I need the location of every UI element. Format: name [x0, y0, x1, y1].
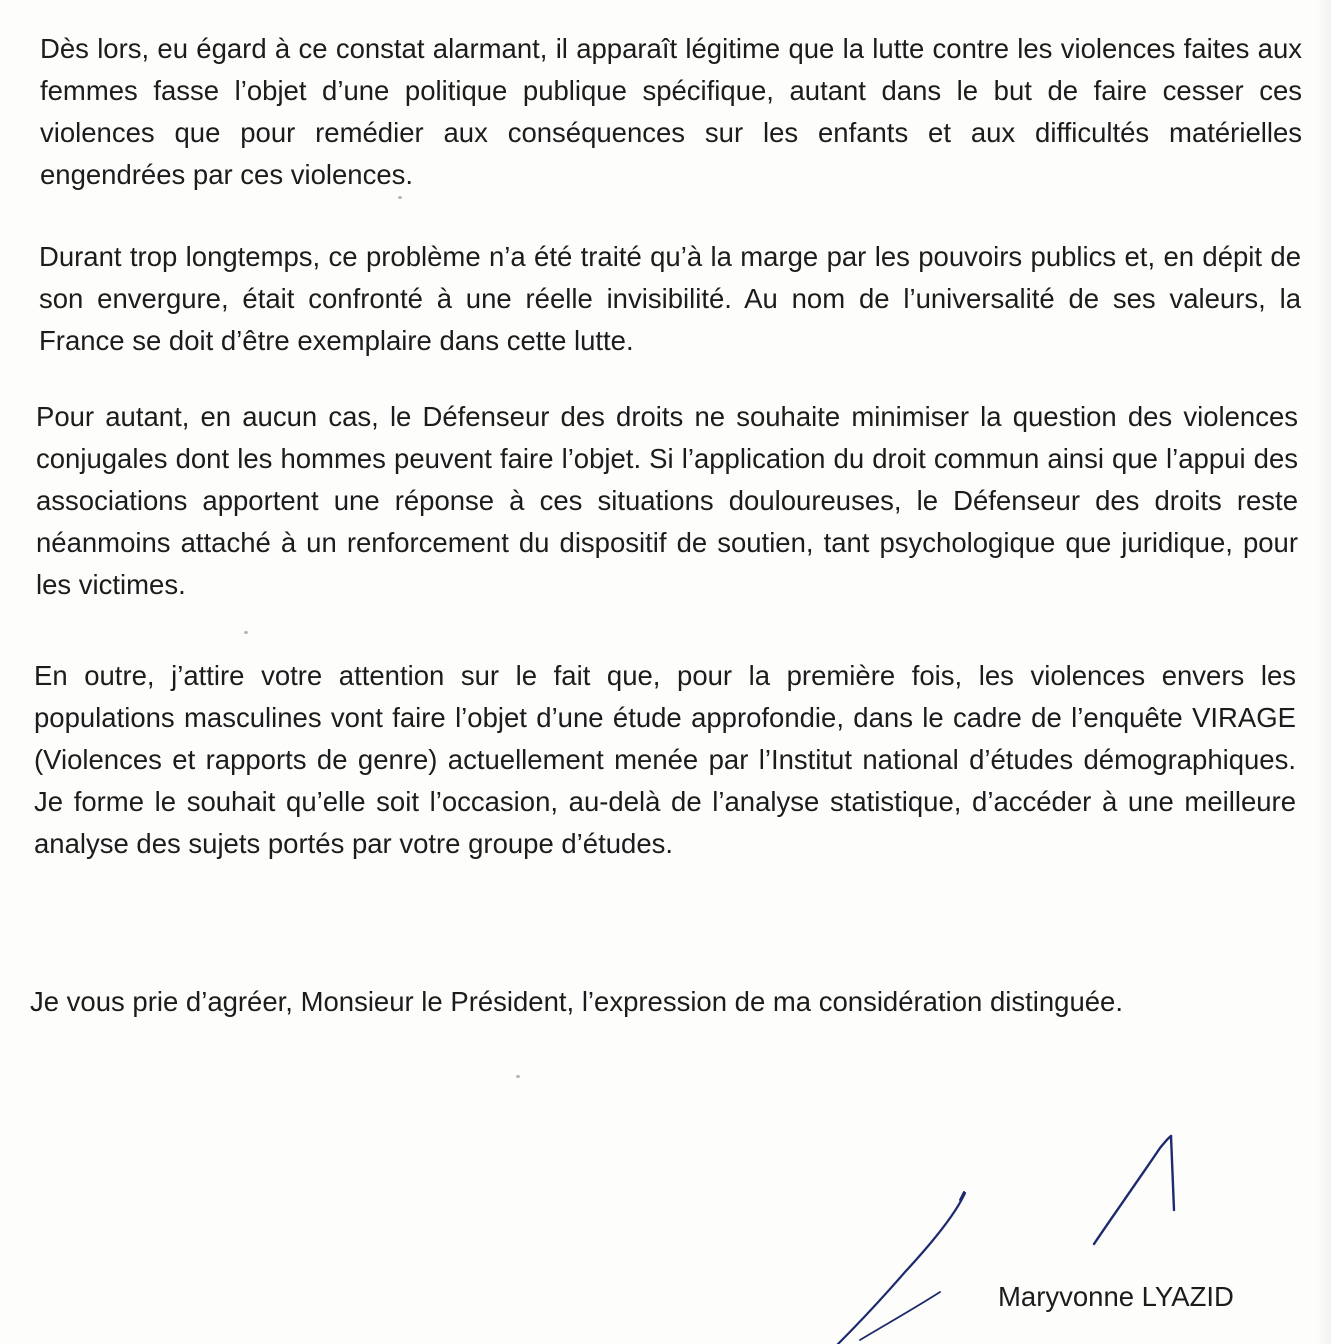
- body-paragraph: Pour autant, en aucun cas, le Défenseur des droits ne souhaite minimiser la question des violences conjugales dont les hommes peuvent faire l’objet. Si l’application du droit commun ainsi que l’appui des associations apportent une réponse à ces situations douloureuses, le Défenseur des droits reste néanmoins attaché à un renforcement du dispositif de soutien, tant psychologique que juridique, pour les victimes.: [36, 401, 1298, 600]
- signer-name: Maryvonne LYAZID: [998, 1281, 1234, 1312]
- body-paragraph: Dès lors, eu égard à ce constat alarmant, il apparaît légitime que la lutte contre les violences faites aux femmes fasse l’objet d’une politique publique spécifique, autant dans le but de faire cesser ces violences que pour remédier aux conséquences sur les enfants et aux difficultés matérielles engendrées par ces violences.: [40, 33, 1302, 190]
- body-paragraph: En outre, j’attire votre attention sur le fait que, pour la première fois, les violences envers les populations masculines vont faire l’objet d’une étude approfondie, dans le cadre de l’enquête VIRAGE (Violences et rapports de genre) actuellement menée par l’Institut national d’études démographiques. Je forme le souhait qu’elle soit l’occasion, au-delà de l’analyse statistique, d’accéder à une meilleure analyse des sujets portés par votre groupe d’études.: [34, 660, 1296, 859]
- scan-speck: [244, 631, 248, 634]
- scan-edge: [1317, 0, 1331, 1344]
- body-paragraph: Durant trop longtemps, ce problème n’a été traité qu’à la marge par les pouvoirs publics et, en dépit de son envergure, était confronté à une réelle invisibilité. Au nom de l’universalité de ses valeurs, la France se doit d’être exemplaire dans cette lutte.: [39, 241, 1301, 356]
- scan-speck: [398, 196, 402, 199]
- scan-speck: [516, 1075, 520, 1078]
- closing-formula: Je vous prie d’agréer, Monsieur le Président, l’expression de ma considération distinguée.: [30, 986, 1123, 1017]
